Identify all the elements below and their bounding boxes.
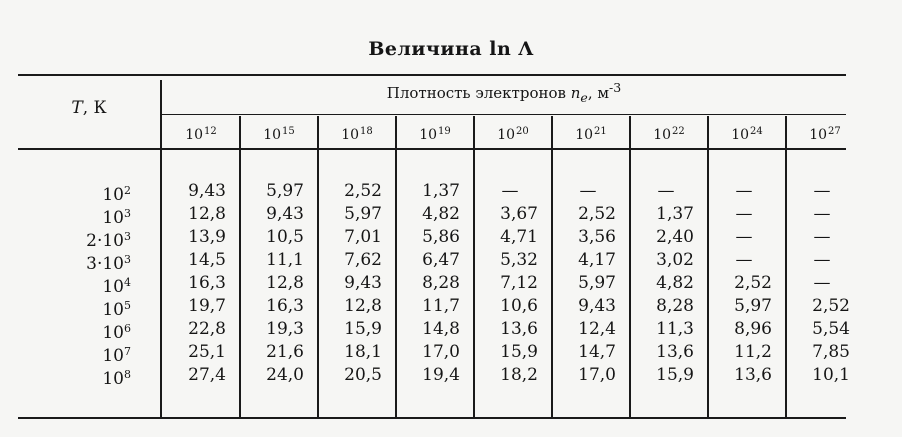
density-column-header	[240, 121, 318, 143]
table-cell: 21,6	[266, 342, 304, 362]
power-exponent: 2	[124, 184, 131, 197]
power-exponent: 15	[282, 126, 295, 137]
density-column-header	[396, 121, 474, 143]
table-cell: 12,8	[266, 273, 304, 293]
temperature-header	[18, 98, 160, 118]
table-cell: 7,62	[344, 250, 382, 270]
table-cell: 19,3	[266, 319, 304, 339]
table-cell: 1,37	[656, 204, 694, 224]
temperature-row-label	[18, 180, 131, 205]
table-cell: 12,8	[344, 296, 382, 316]
table-cell: —	[735, 181, 753, 201]
table-cell: 5,86	[422, 227, 460, 247]
table-cell: 8,96	[734, 319, 772, 339]
table-cell: 2,52	[734, 273, 772, 293]
multiplier: 3·	[86, 254, 103, 274]
table-cell: 24,0	[266, 365, 304, 385]
power-base: 10	[653, 127, 672, 143]
temperature-row-label	[18, 295, 131, 320]
table-cell: 5,97	[344, 204, 382, 224]
temperature-row-label	[18, 249, 131, 274]
power-exponent: 19	[438, 126, 451, 137]
density-column-header	[552, 121, 630, 143]
table-cell: 12,4	[578, 319, 616, 339]
table-cell: —	[735, 204, 753, 224]
table-cell: 11,3	[656, 319, 694, 339]
power-exponent: 24	[750, 126, 763, 137]
table-cell: —	[735, 250, 753, 270]
table-cell: 15,9	[500, 342, 538, 362]
temperature-row-label	[18, 226, 131, 251]
density-header-label: Плотность электронов	[386, 84, 571, 102]
power-base: 10	[809, 127, 828, 143]
table-cell: 14,7	[578, 342, 616, 362]
power-base: 10	[102, 346, 124, 366]
table-cell: 11,2	[734, 342, 772, 362]
table-cell: 6,47	[422, 250, 460, 270]
table-cell: 4,82	[422, 204, 460, 224]
table-cell: —	[813, 250, 831, 270]
subheader-rule	[162, 114, 846, 115]
density-column-header	[474, 121, 552, 143]
table-cell: 27,4	[188, 365, 226, 385]
power-exponent: 3	[124, 230, 131, 243]
temperature-row-label	[18, 341, 131, 366]
table-cell: —	[813, 181, 831, 201]
table-cell: 19,4	[422, 365, 460, 385]
table-cell: 15,9	[344, 319, 382, 339]
table-cell: 19,7	[188, 296, 226, 316]
density-column-header	[708, 121, 786, 143]
table-cell: 7,85	[812, 342, 850, 362]
temperature-symbol: T	[71, 98, 83, 118]
temperature-unit: , К	[82, 98, 107, 118]
temperature-row-label	[18, 364, 131, 389]
table-cell: 5,97	[578, 273, 616, 293]
power-exponent: 21	[594, 126, 607, 137]
temperature-row-label	[18, 318, 131, 343]
table-cell: 13,6	[656, 342, 694, 362]
table-cell: —	[813, 273, 831, 293]
multiplier: 2·	[86, 231, 103, 251]
table-cell: 13,6	[734, 365, 772, 385]
table-cell: —	[657, 181, 675, 201]
power-exponent: 7	[124, 345, 131, 358]
table-cell: 18,2	[500, 365, 538, 385]
density-unit-exponent: -3	[609, 80, 622, 95]
table-cell: 14,5	[188, 250, 226, 270]
power-exponent: 27	[828, 126, 841, 137]
temperature-row-label	[18, 272, 131, 297]
table-cell: 10,5	[266, 227, 304, 247]
power-exponent: 5	[124, 299, 131, 312]
power-base: 10	[102, 185, 124, 205]
table-cell: 12,8	[188, 204, 226, 224]
density-column-header	[162, 121, 240, 143]
table-cell: 2,52	[344, 181, 382, 201]
power-base: 10	[102, 323, 124, 343]
table-cell: 14,8	[422, 319, 460, 339]
table-cell: —	[813, 227, 831, 247]
table-cell: 8,28	[422, 273, 460, 293]
table-cell: 11,1	[266, 250, 304, 270]
table-cell: 20,5	[344, 365, 382, 385]
power-base: 10	[102, 369, 124, 389]
table-cell: 2,52	[578, 204, 616, 224]
table-cell: 5,54	[812, 319, 850, 339]
density-header	[162, 80, 846, 105]
power-exponent: 20	[516, 126, 529, 137]
temperature-row-label	[18, 203, 131, 228]
density-column-header	[630, 121, 708, 143]
power-exponent: 3	[124, 253, 131, 266]
power-base: 10	[102, 231, 124, 251]
header-bottom-rule	[18, 148, 846, 150]
density-subscript: e	[580, 90, 588, 105]
table-cell: 17,0	[422, 342, 460, 362]
table-cell: 22,8	[188, 319, 226, 339]
table-cell: 3,02	[656, 250, 694, 270]
table-cell: 10,6	[500, 296, 538, 316]
table-cell: 11,7	[422, 296, 460, 316]
table-cell: 5,32	[500, 250, 538, 270]
table-cell: 25,1	[188, 342, 226, 362]
table-cell: 9,43	[578, 296, 616, 316]
table-cell: 3,67	[500, 204, 538, 224]
table-cell: 3,56	[578, 227, 616, 247]
table-cell: —	[579, 181, 597, 201]
power-base: 10	[731, 127, 750, 143]
table-cell: 5,97	[266, 181, 304, 201]
table-cell: 9,43	[344, 273, 382, 293]
top-rule	[18, 74, 846, 76]
table-cell: 13,9	[188, 227, 226, 247]
table-cell: 2,52	[812, 296, 850, 316]
power-exponent: 6	[124, 322, 131, 335]
table-cell: 9,43	[188, 181, 226, 201]
table-cell: 7,01	[344, 227, 382, 247]
table-cell: 13,6	[500, 319, 538, 339]
table-cell: 17,0	[578, 365, 616, 385]
table-cell: 10,1	[812, 365, 850, 385]
power-exponent: 8	[124, 368, 131, 381]
table-cell: 9,43	[266, 204, 304, 224]
power-base: 10	[102, 254, 124, 274]
power-base: 10	[102, 277, 124, 297]
table-cell: 18,1	[344, 342, 382, 362]
table-cell: 15,9	[656, 365, 694, 385]
table-cell: 16,3	[266, 296, 304, 316]
table-cell: 5,97	[734, 296, 772, 316]
power-base: 10	[102, 300, 124, 320]
power-exponent: 3	[124, 207, 131, 220]
table-cell: —	[813, 204, 831, 224]
power-base: 10	[185, 127, 204, 143]
table-cell: —	[735, 227, 753, 247]
table-cell: 16,3	[188, 273, 226, 293]
power-base: 10	[419, 127, 438, 143]
table-cell: 7,12	[500, 273, 538, 293]
bottom-rule	[18, 417, 846, 419]
power-exponent: 12	[204, 126, 217, 137]
power-exponent: 22	[672, 126, 685, 137]
table-cell: 4,17	[578, 250, 616, 270]
table-cell: 8,28	[656, 296, 694, 316]
density-unit: , м	[587, 84, 610, 102]
density-column-header	[318, 121, 396, 143]
power-base: 10	[341, 127, 360, 143]
table-title: Величина ln Λ	[368, 38, 534, 60]
power-base: 10	[102, 208, 124, 228]
density-column-header	[786, 121, 864, 143]
table-cell: —	[501, 181, 519, 201]
power-base: 10	[497, 127, 516, 143]
power-base: 10	[575, 127, 594, 143]
power-base: 10	[263, 127, 282, 143]
density-symbol: n	[570, 84, 581, 102]
power-exponent: 18	[360, 126, 373, 137]
table-cell: 1,37	[422, 181, 460, 201]
table-cell: 4,71	[500, 227, 538, 247]
table-cell: 2,40	[656, 227, 694, 247]
table-cell: 4,82	[656, 273, 694, 293]
power-exponent: 4	[124, 276, 131, 289]
